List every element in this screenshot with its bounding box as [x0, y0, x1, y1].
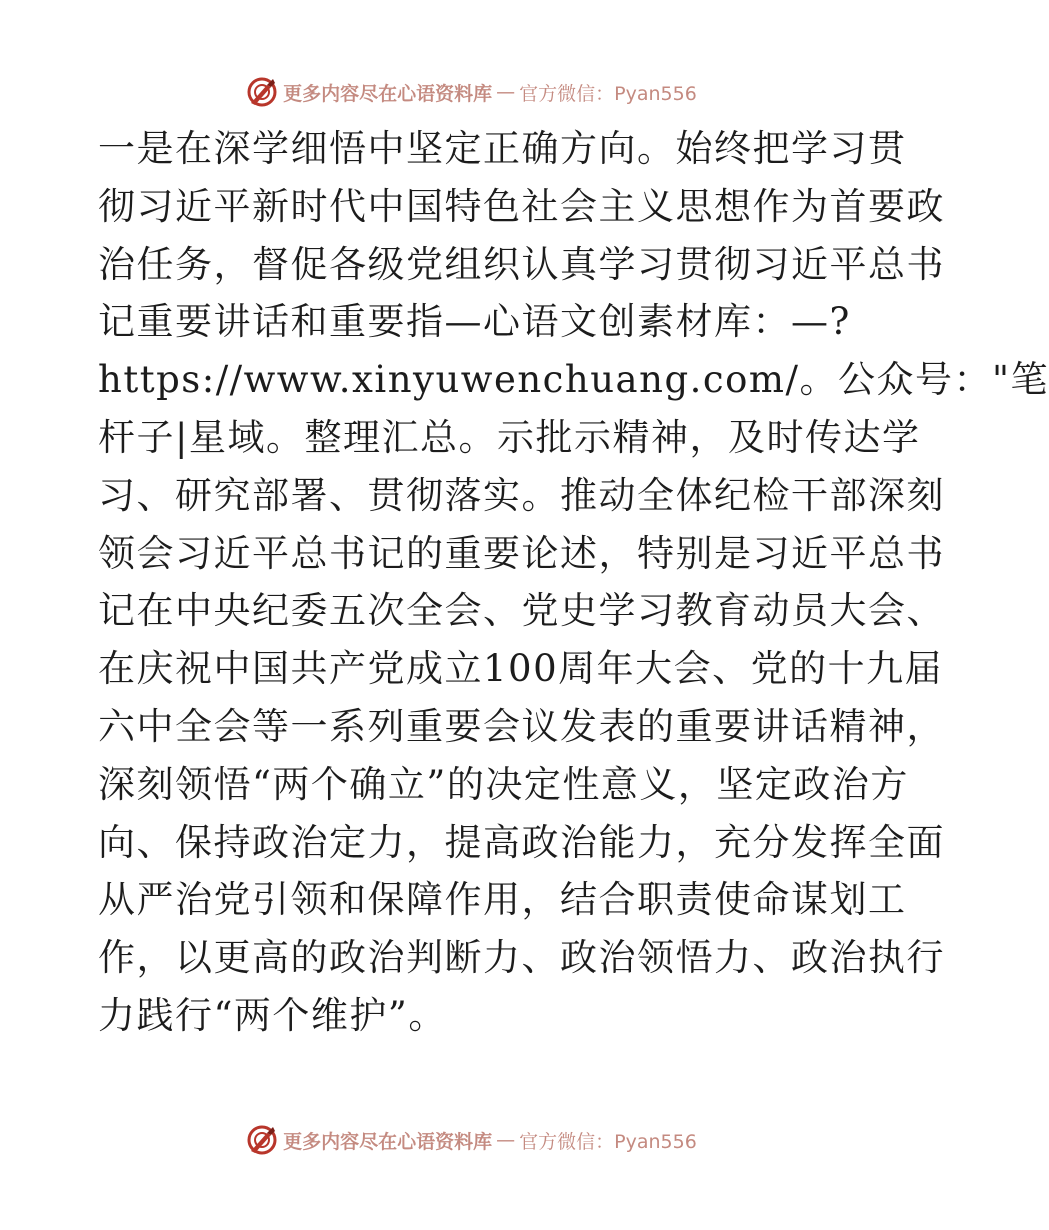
body-line: https://www.xinyuwenchuang.com/。公众号："笔	[98, 358, 1049, 402]
banner-wechat-id: 官方微信：Pyan556	[519, 1130, 697, 1153]
body-line: 作，以更高的政治判断力、政治领悟力、政治执行	[98, 936, 945, 980]
body-line: 彻习近平新时代中国特色社会主义思想作为首要政	[98, 184, 945, 228]
body-line: 向、保持政治定力，提高政治能力，充分发挥全面	[98, 820, 945, 864]
banner-separator: —	[496, 81, 516, 103]
body-line: 习、研究部署、贯彻落实。推动全体纪检干部深刻	[98, 473, 945, 517]
document-body	[98, 120, 1049, 1045]
body-line: 在庆祝中国共产党成立100周年大会、党的十九届	[98, 647, 944, 691]
body-line: 记在中央纪委五次全会、党史学习教育动员大会、	[98, 589, 945, 633]
body-line: 深刻领悟“两个确立”的决定性意义，坚定政治方	[98, 762, 909, 806]
banner-slogan: 更多内容尽在心语资料库	[283, 1130, 493, 1153]
banner-separator: —	[496, 1129, 516, 1151]
body-line: 领会习近平总书记的重要论述，特别是习近平总书	[98, 531, 945, 575]
footer-banner	[0, 1120, 950, 1160]
body-line: 六中全会等一系列重要会议发表的重要讲话精神，	[98, 704, 945, 748]
body-line: 记重要讲话和重要指—心语文创素材库：—?	[98, 300, 851, 344]
header-banner	[0, 72, 950, 112]
body-line: 一是在深学细悟中坚定正确方向。始终把学习贯	[98, 127, 907, 170]
xinyu-logo-icon	[245, 75, 279, 109]
xinyu-logo-icon	[245, 1123, 279, 1157]
body-line: 杆子|星域。整理汇总。示批示精神，及时传达学	[98, 415, 921, 459]
body-line: 治任务，督促各级党组织认真学习贯彻习近平总书	[98, 242, 945, 286]
banner-slogan: 更多内容尽在心语资料库	[283, 82, 493, 105]
body-line: 力践行“两个维护”。	[98, 993, 447, 1037]
banner-wechat-id: 官方微信：Pyan556	[519, 82, 697, 105]
body-line: 从严治党引领和保障作用，结合职责使命谋划工	[98, 878, 907, 922]
